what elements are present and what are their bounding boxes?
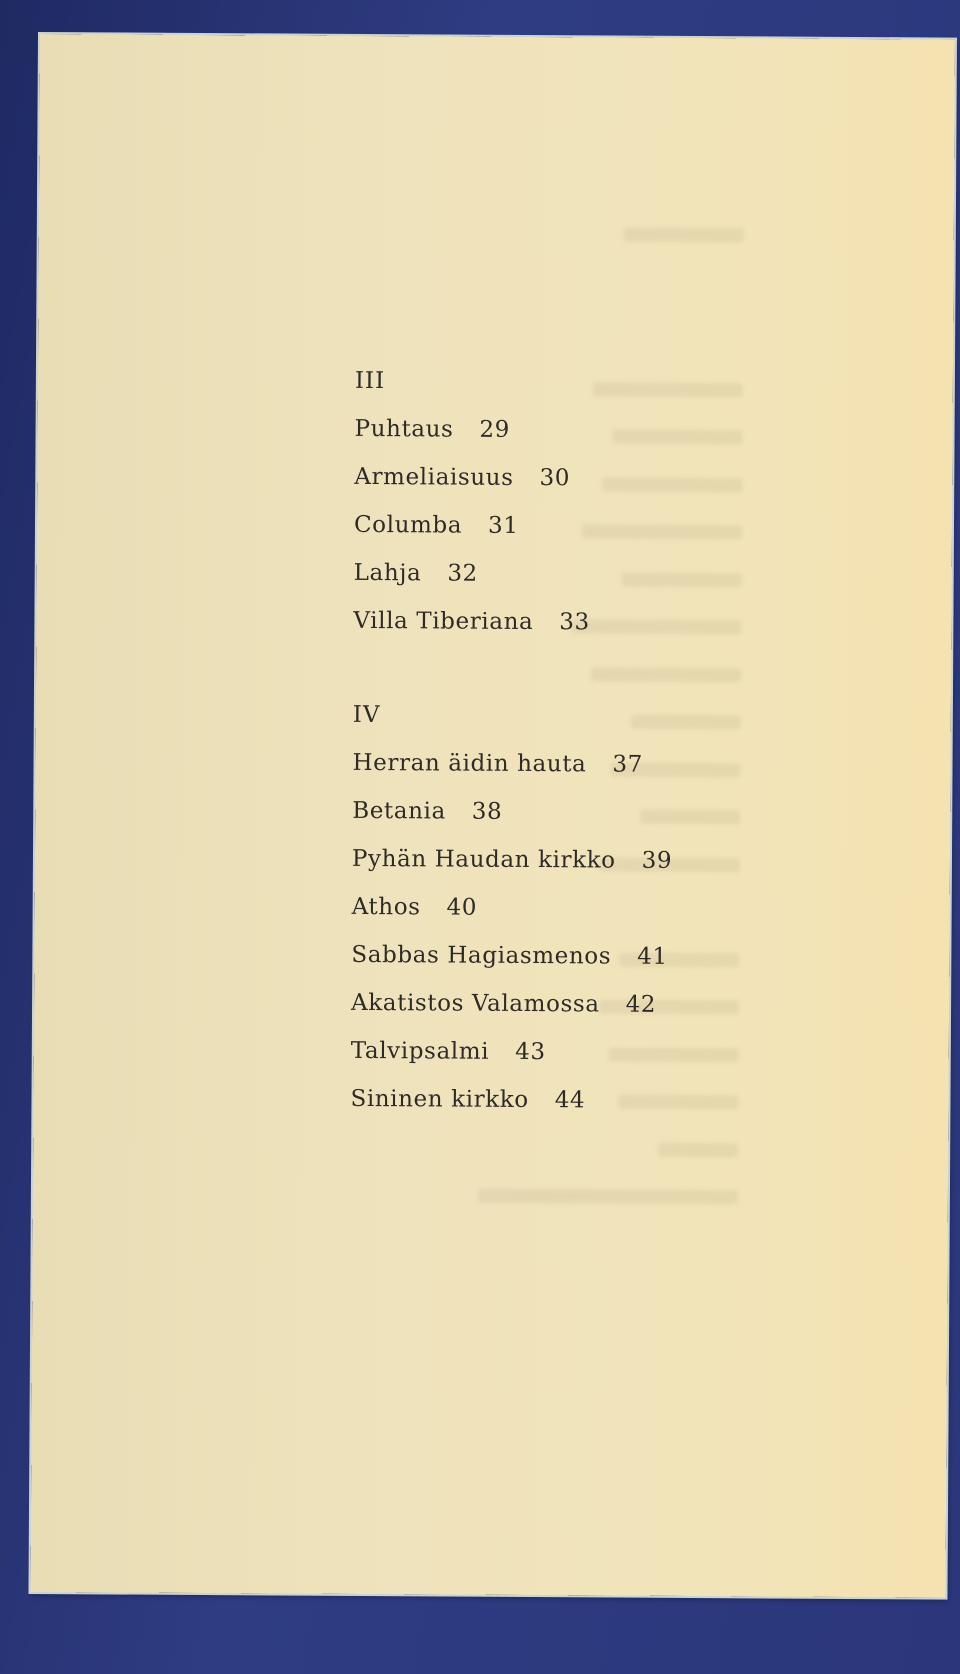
toc-entry [354,462,854,513]
toc-entry [354,558,854,609]
toc-entry [351,988,851,1039]
toc-entry [350,1084,850,1135]
toc-entry [354,510,854,561]
entry-page-number: 33 [559,609,590,636]
entry-title: Puhtaus [354,415,454,443]
entry-page-number: 37 [612,751,643,778]
section-heading-iii: III [354,367,386,395]
section-heading-iv: IV [352,701,381,729]
entry-page-number: 39 [641,847,673,874]
toc-entry [352,844,852,895]
entry-page-number: 29 [479,416,511,443]
entry-title: Herran äidin hauta [352,749,587,778]
entry-title: Betania [352,797,446,825]
entry-title: Lahja [353,559,422,587]
entry-title: Athos [351,893,421,921]
entry-page-number: 41 [637,943,668,970]
entry-page-number: 43 [515,1038,546,1066]
toc-entry [351,940,851,991]
toc-entry [352,796,852,847]
entry-page-number: 40 [446,894,478,921]
entry-title: Akatistos Valamossa [351,989,600,1018]
entry-page-number: 32 [447,560,478,587]
entry-page-number: 42 [625,991,657,1018]
toc-entry [351,1036,851,1087]
table-of-contents [350,366,855,1135]
entry-page-number: 44 [554,1087,586,1114]
entry-title: Armeliaisuus [354,463,514,491]
toc-entry [351,892,851,943]
section-spacer [353,654,853,703]
toc-entry [354,414,854,465]
toc-entry [352,748,852,799]
entry-page-number: 30 [539,465,571,492]
book-page [30,34,955,1598]
entry-title: Columba [353,511,463,539]
entry-title: Talvipsalmi [350,1037,490,1065]
entry-page-number: 31 [487,512,519,539]
entry-title: Pyhän Haudan kirkko [351,845,616,874]
entry-title: Sininen kirkko [350,1085,529,1114]
entry-page-number: 38 [471,798,503,825]
entry-title: Villa Tiberiana [353,607,534,636]
toc-entry [353,606,853,657]
entry-title: Sabbas Hagiasmenos [351,941,612,970]
